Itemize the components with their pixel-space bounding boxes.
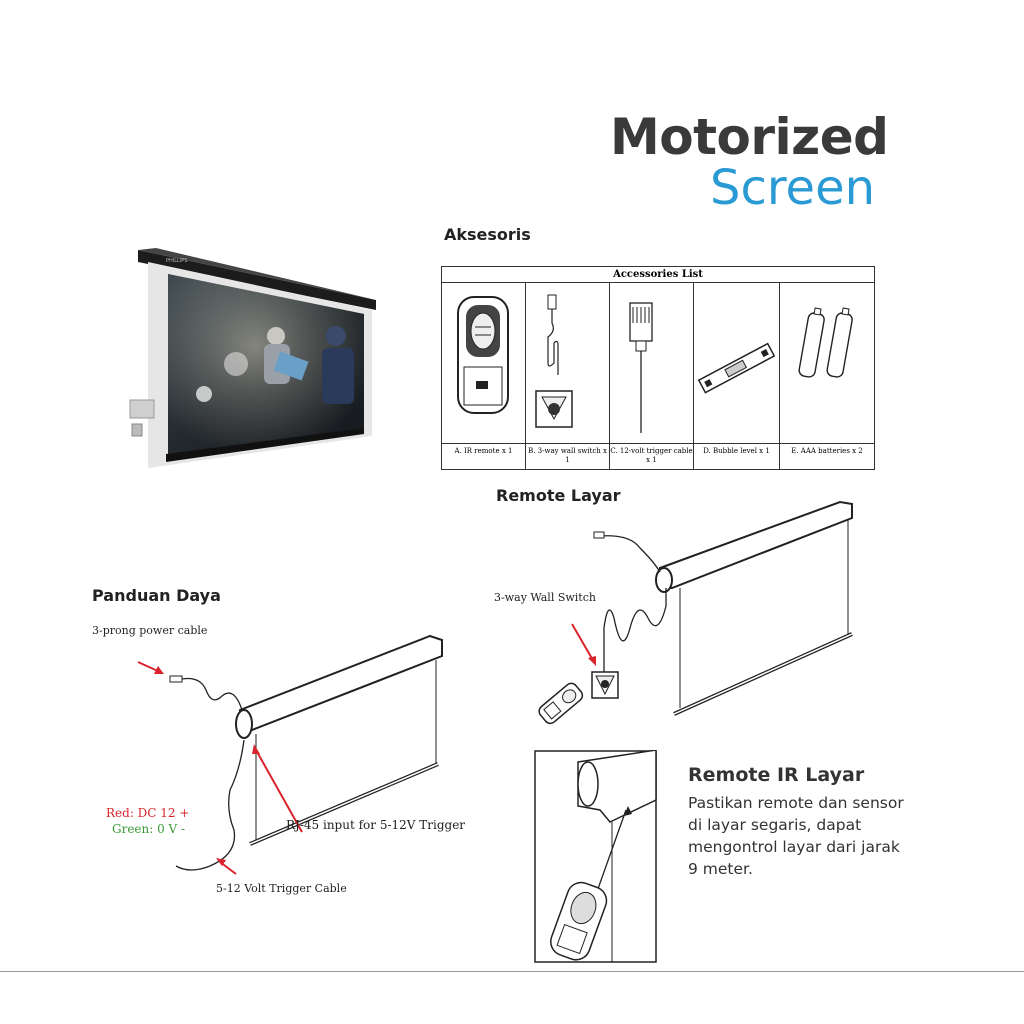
remote-ir-heading: Remote IR Layar — [688, 764, 865, 786]
accessory-caption: C. 12-volt trigger cable x 1 — [610, 443, 693, 469]
remote-layar-heading: Remote Layar — [496, 486, 621, 505]
bubble-level-icon — [694, 283, 780, 443]
remote-ir-inset — [534, 750, 658, 964]
remote-layar-diagram — [530, 488, 870, 728]
wall-switch-icon — [526, 283, 610, 443]
accessory-bubble-level — [694, 283, 780, 469]
title-motorized: Motorized — [610, 108, 889, 166]
accessory-batteries — [780, 283, 874, 469]
wall-switch-label: 3-way Wall Switch — [494, 591, 596, 604]
rj45-label: RJ-45 input for 5-12V Trigger — [286, 818, 466, 832]
accessory-trigger-cable — [610, 283, 694, 469]
accessory-caption: E. AAA batteries x 2 — [780, 443, 874, 469]
product-photo — [126, 244, 378, 474]
red-dc-label: Red: DC 12 + — [106, 806, 190, 820]
panduan-daya-diagram — [130, 630, 460, 890]
accessory-caption: A. IR remote x 1 — [442, 443, 525, 469]
ir-remote-icon — [442, 283, 526, 443]
panduan-daya-heading: Panduan Daya — [92, 586, 221, 605]
power-cable-label: 3-prong power cable — [92, 624, 208, 637]
green-0v-label: Green: 0 V - — [112, 822, 186, 836]
accessory-ir-remote — [442, 283, 526, 469]
accessory-wall-switch — [526, 283, 610, 469]
accessories-heading: Aksesoris — [444, 225, 531, 244]
trigger-cable-label: 5-12 Volt Trigger Cable — [216, 882, 347, 895]
title-screen: Screen — [710, 160, 876, 216]
batteries-icon — [780, 283, 874, 443]
accessories-table — [441, 266, 875, 470]
brand-label: PHILLIPS — [166, 258, 188, 264]
accessory-caption: D. Bubble level x 1 — [694, 443, 779, 469]
accessories-table-title: Accessories List — [442, 267, 874, 283]
bottom-divider — [0, 971, 1024, 972]
accessory-caption: B. 3-way wall switch x 1 — [526, 443, 609, 469]
trigger-cable-icon — [610, 283, 694, 443]
remote-ir-body: Pastikan remote dan sensor di layar segaris, dapat mengontrol layar dari jarak 9 meter. — [688, 794, 904, 878]
